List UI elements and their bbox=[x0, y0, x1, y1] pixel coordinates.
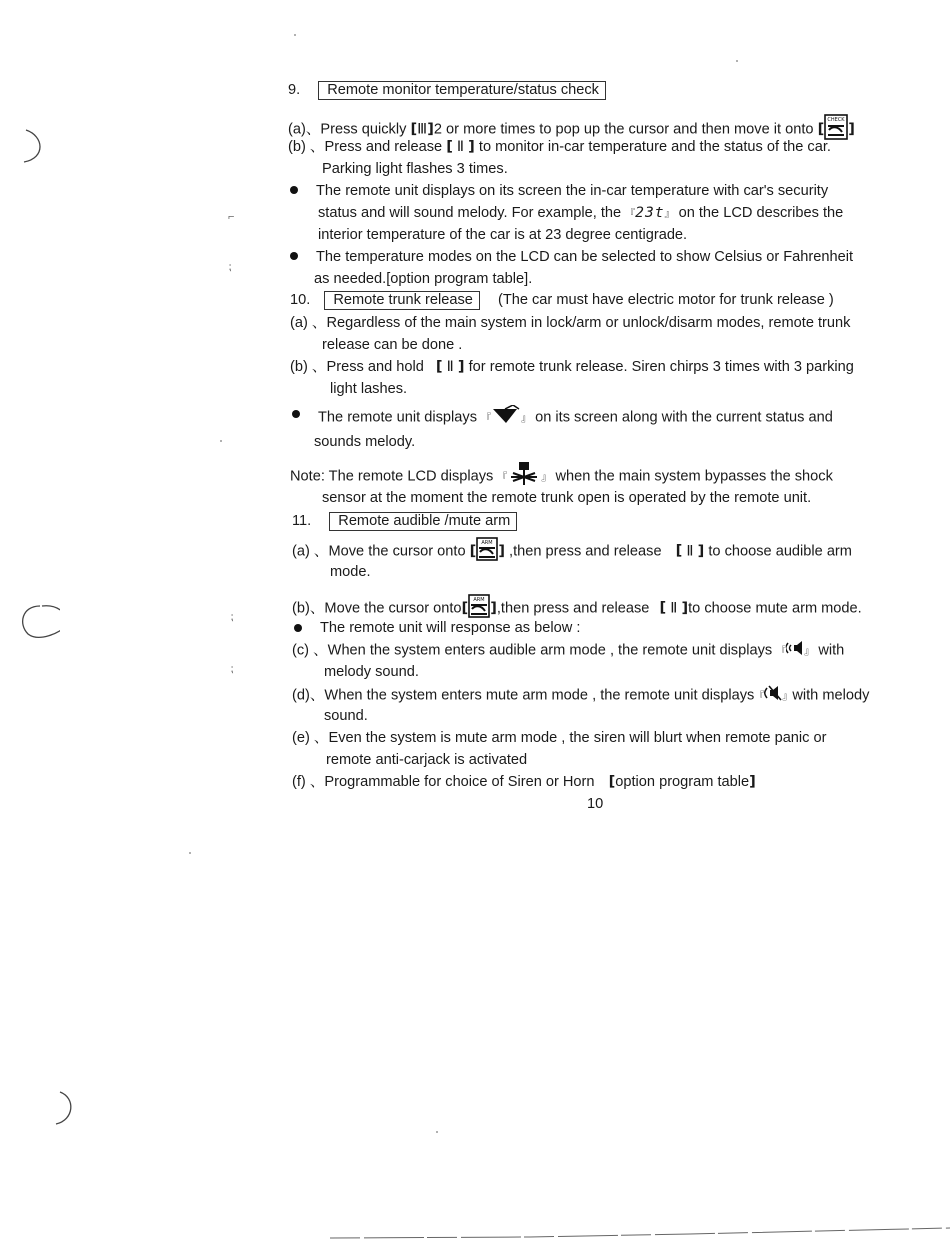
button-ii-key: Ⅱ bbox=[670, 600, 678, 617]
bullet-10: The remote unit displays 『 』 on its screen along with the current status and bbox=[318, 405, 833, 430]
lcd-temperature-readout: 23t bbox=[635, 204, 665, 221]
step-11e-line1: (e) 、Even the system is mute arm mode , the siren will blurt when remote panic or bbox=[292, 730, 827, 746]
scan-mark: ⁏ bbox=[228, 261, 232, 273]
step-11a: (a) 、Move the cursor onto [ ARM ] ,then press and release [ Ⅱ ] to choose audible arm bbox=[292, 537, 852, 566]
step-10a-line2: release can be done . bbox=[322, 337, 463, 353]
audible-arm-icon bbox=[786, 641, 804, 660]
section-number: 11. bbox=[292, 513, 312, 529]
step-9b: (b) 、Press and release [ Ⅱ ] to monitor in-car temperature and the status of the car. bbox=[288, 138, 831, 155]
arm-icon-label: ARM bbox=[481, 540, 493, 546]
bullet-icon bbox=[290, 186, 298, 194]
step-10b: (b) 、Press and hold [ Ⅱ ] for remote trunk release. Siren chirps 3 times with 3 parking bbox=[290, 358, 854, 375]
key-bracket: [ bbox=[410, 120, 418, 138]
section-9-heading bbox=[288, 81, 606, 100]
button-ii-key: Ⅱ bbox=[446, 359, 454, 375]
note-10: Note: The remote LCD displays 『 』 when the main system bypasses the shock bbox=[290, 461, 833, 492]
step-11d: (d)、When the system enters mute arm mode , the remote unit displays『 』with melody bbox=[292, 685, 869, 706]
bullet-9-1-line3: interior temperature of the car is at 23 degree centigrade. bbox=[318, 227, 688, 243]
step-10a-line1: (a) 、Regardless of the main system in lock/arm or unlock/disarm modes, remote trunk bbox=[290, 315, 851, 331]
step-11a-cont: mode. bbox=[330, 564, 371, 580]
bullet-icon bbox=[292, 410, 300, 418]
scan-dot bbox=[220, 440, 222, 442]
section-number: 9. bbox=[288, 82, 301, 98]
section-11-heading bbox=[292, 512, 517, 531]
binder-hole-middle bbox=[16, 600, 60, 644]
page-number: 10 bbox=[587, 796, 604, 812]
scan-dot bbox=[436, 1131, 438, 1133]
arm-icon bbox=[476, 537, 498, 566]
step-11d-cont: sound. bbox=[324, 708, 368, 724]
scan-bottom-line bbox=[330, 1224, 950, 1240]
bullet-9-2-line2: as needed.[option program table]. bbox=[314, 271, 533, 287]
step-11c-cont: melody sound. bbox=[324, 664, 419, 680]
step-11b: (b)、Move the cursor onto[ ARM ],then press and release [ Ⅱ ]to choose mute arm mode. bbox=[292, 594, 862, 623]
step-11c: (c) 、When the system enters audible arm mode , the remote unit displays 『 』 with bbox=[292, 642, 845, 659]
scan-dot bbox=[189, 852, 191, 854]
bullet-9-2-line1: The temperature modes on the LCD can be selected to show Celsius or Fahrenheit bbox=[316, 249, 854, 265]
bullet-10-cont: sounds melody. bbox=[314, 434, 416, 450]
step-9a: (a)、Press quickly [Ⅲ]2 or more times to pop up the cursor and then move it onto [ CHECK ] bbox=[288, 114, 855, 145]
section-title: Remote audible /mute arm bbox=[329, 512, 517, 531]
scan-dot bbox=[736, 60, 738, 62]
section-10-heading bbox=[290, 291, 834, 310]
scan-mark: ⁏ bbox=[230, 663, 234, 675]
shock-bypass-icon bbox=[507, 461, 541, 492]
section-title: Remote trunk release bbox=[324, 291, 480, 310]
bullet-9-1-line2: status and will sound melody. For example, the 『23t』 on the LCD describes the bbox=[318, 204, 844, 221]
step-11e-line2: remote anti-carjack is activated bbox=[326, 752, 528, 768]
check-icon-label: CHECK bbox=[827, 117, 845, 123]
bullet-9-1-line1: The remote unit displays on its screen the in-car temperature with car's security bbox=[316, 183, 829, 199]
arm-icon-label: ARM bbox=[473, 597, 485, 603]
scan-mark: ⌐ bbox=[228, 211, 235, 223]
step-9b-cont: Parking light flashes 3 times. bbox=[322, 161, 508, 177]
binder-hole-top bbox=[4, 126, 44, 166]
binder-hole-bottom bbox=[36, 1088, 76, 1128]
section-number: 10. bbox=[290, 292, 311, 308]
button-ii-key: Ⅱ bbox=[456, 139, 465, 155]
trunk-open-icon bbox=[491, 405, 521, 430]
bullet-11: The remote unit will response as below : bbox=[320, 620, 581, 636]
button-ii-key: Ⅱ bbox=[686, 543, 694, 560]
bullet-icon bbox=[294, 624, 302, 632]
section-title: Remote monitor temperature/status check bbox=[318, 81, 606, 100]
bullet-icon bbox=[290, 252, 298, 260]
section-note: (The car must have electric motor for trunk release ) bbox=[497, 292, 834, 308]
step-10b-cont: light lashes. bbox=[330, 381, 408, 397]
step-11f: (f) 、Programmable for choice of Siren or Horn [option program table] bbox=[292, 773, 756, 790]
scan-dot bbox=[294, 34, 296, 36]
note-10-cont: sensor at the moment the remote trunk open is operated by the remote unit. bbox=[322, 490, 812, 506]
scan-mark: ⁏ bbox=[230, 611, 234, 623]
mute-arm-icon bbox=[764, 685, 782, 706]
button-iii-key: Ⅲ bbox=[417, 121, 428, 138]
